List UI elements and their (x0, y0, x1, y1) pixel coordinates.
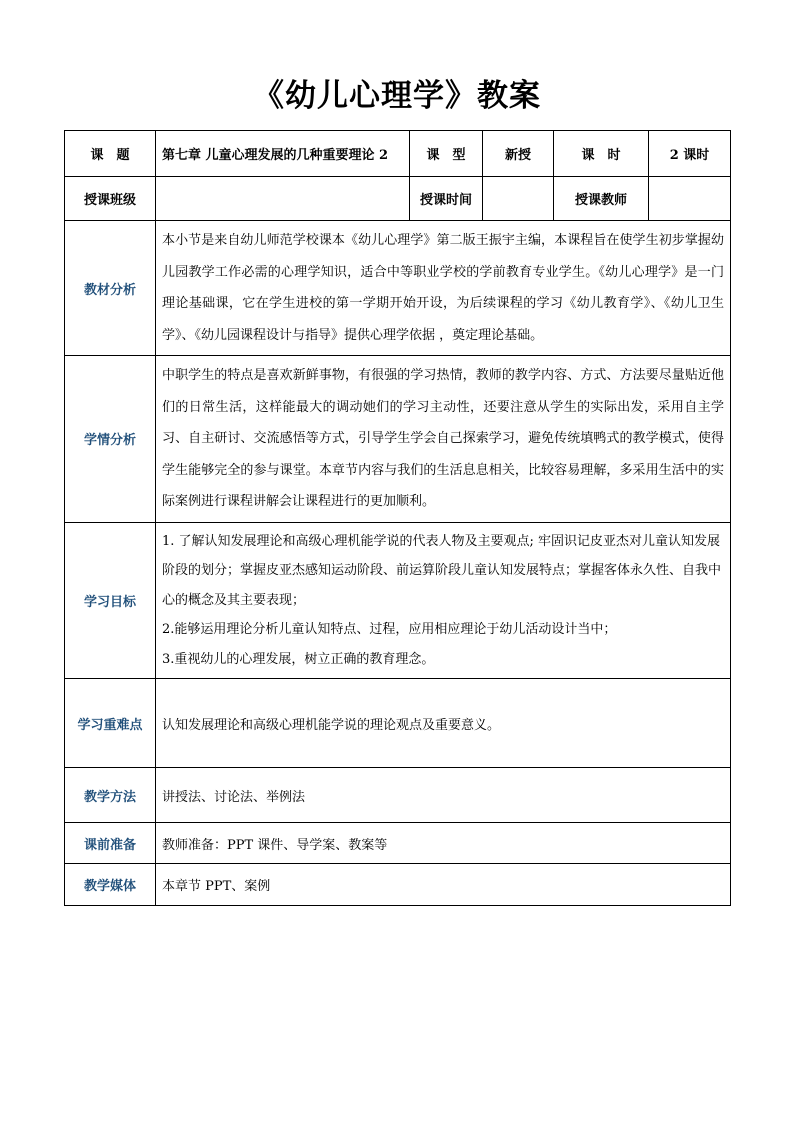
media-text: 本章节 PPT、案例 (156, 864, 731, 906)
objectives-row (65, 522, 731, 679)
time-value (483, 177, 554, 221)
key-points-row (65, 679, 731, 768)
student-analysis-row (65, 356, 731, 523)
hours-value: 2 课时 (649, 131, 731, 177)
methods-row (65, 768, 731, 823)
teacher-value (649, 177, 731, 221)
page-title: 《幼儿心理学》教案 (253, 78, 541, 114)
preparation-text: 教师准备：PPT 课件、导学案、教案等 (156, 823, 731, 864)
student-analysis-text: 中职学生的特点是喜欢新鲜事物，有很强的学习热情，教师的教学内容、方式、方法要尽量贴近他们的日常生活，这样能最大的调动她们的学习主动性，还要注意从学生的实际出发，采用自主学习、自主研讨、交流感悟等方式，引导学生学会自己探索学习，避免传统填鸭式的教学模式，使得学生能够完全的参与课堂。本章节内容与我们的生活息息相关，比较容易理解，多采用生活中的实际案例进行课程讲解会让课程进行的更加顺利。 (156, 356, 731, 523)
type-value: 新授 (483, 131, 554, 177)
class-label: 授课班级 (65, 177, 156, 221)
objectives-list (156, 522, 731, 679)
topic-label: 课 题 (65, 131, 156, 177)
key-points-text: 认知发展理论和高级心理机能学说的理论观点及重要意义。 (156, 679, 731, 768)
topic-value: 第七章 儿童心理发展的几种重要理论 2 (156, 131, 410, 177)
key-points-label: 学习重难点 (65, 679, 156, 768)
teacher-label: 授课教师 (554, 177, 649, 221)
methods-label: 教学方法 (65, 768, 156, 823)
preparation-label: 课前准备 (65, 823, 156, 864)
hours-label: 课 时 (554, 131, 649, 177)
methods-text: 讲授法、讨论法、举例法 (156, 768, 731, 823)
material-analysis-text: 本小节是来自幼儿师范学校课本《幼儿心理学》第二版王振宇主编，本课程旨在使学生初步掌握幼儿园教学工作必需的心理学知识，适合中等职业学校的学前教育专业学生。《幼儿心理学》是一门理论基础课，它在学生进校的第一学期开始开设，为后续课程的学习《幼儿教育学》、《幼儿卫生学》、《幼儿园课程设计与指导》提供心理学依据 ，奠定理论基础。 (156, 221, 731, 356)
media-label: 教学媒体 (65, 864, 156, 906)
preparation-row (65, 823, 731, 864)
type-label: 课 型 (410, 131, 483, 177)
class-row (65, 177, 731, 221)
objective-item-3: 3.重视幼儿的心理发展，树立正确的教育理念。 (162, 651, 435, 667)
objectives-label: 学习目标 (65, 522, 156, 679)
material-analysis-row (65, 221, 731, 356)
objective-item-1: 1. 了解认知发展理论和高级心理机能学说的代表人物及主要观点; 牢固识记皮亚杰对儿童认知发展阶段的划分；掌握皮亚杰感知运动阶段、前运算阶段儿童认知发展特点；掌握客体永久性、自我中心的概念及其主要表现； (162, 533, 722, 608)
header-row (65, 131, 731, 177)
material-analysis-label: 教材分析 (65, 221, 156, 356)
class-value (156, 177, 410, 221)
time-label: 授课时间 (410, 177, 483, 221)
objective-item-2: 2.能够运用理论分析儿童认知特点、过程，应用相应理论于幼儿活动设计当中； (162, 622, 617, 637)
student-analysis-label: 学情分析 (65, 356, 156, 523)
media-row (65, 864, 731, 906)
lesson-plan-table (64, 130, 731, 906)
